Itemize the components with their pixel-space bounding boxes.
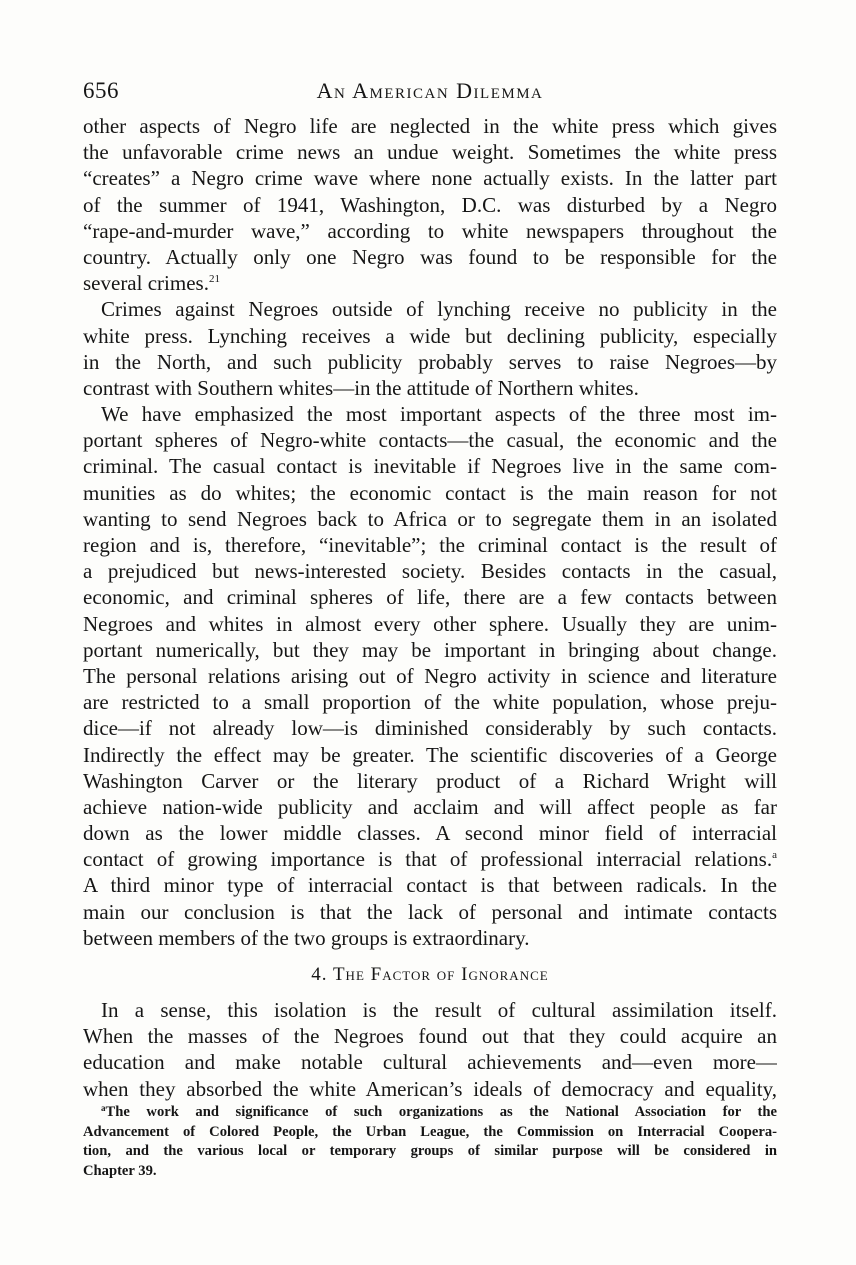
text-line: a prejudiced but news-interested society. Besides contacts in the casual, bbox=[83, 559, 777, 584]
text-line: munities as do whites; the economic contact is the main reason for not bbox=[83, 480, 777, 505]
text-line: “rape-and-murder wave,” according to white newspapers throughout the bbox=[83, 218, 777, 243]
footnote-text: The work and significance of such organizations as the National Association for the bbox=[105, 1104, 777, 1120]
footnote-line: Advancement of Colored People, the Urban League, the Commission on Interracial Coopera- bbox=[83, 1123, 777, 1140]
text-line: portant numerically, but they may be important in bringing about change. bbox=[83, 637, 777, 662]
text-line: “creates” a Negro crime wave where none actually exists. In the latter part bbox=[83, 166, 777, 191]
text-line: Indirectly the effect may be greater. The scientific discoveries of a George bbox=[83, 742, 777, 767]
text-line: criminal. The casual contact is inevitable if Negroes live in the same com- bbox=[83, 454, 777, 479]
text-line: A third minor type of interracial contact is that between radicals. In the bbox=[83, 873, 777, 898]
text-line: main our conclusion is that the lack of personal and intimate contacts bbox=[83, 899, 777, 924]
text-line: of the summer of 1941, Washington, D.C. was disturbed by a Negro bbox=[83, 192, 777, 217]
text-line: Washington Carver or the literary product of a Richard Wright will bbox=[83, 768, 777, 793]
text-line: wanting to send Negroes back to Africa or to segregate them in an isolated bbox=[83, 506, 777, 531]
text-line bbox=[83, 846, 777, 872]
footnote-reference: 21 bbox=[208, 273, 220, 286]
text-line: are restricted to a small proportion of the white population, whose preju- bbox=[83, 690, 777, 715]
text-line: the unfavorable crime news an undue weight. Sometimes the white press bbox=[83, 140, 777, 165]
footnote bbox=[83, 1103, 777, 1181]
footnote-line bbox=[83, 1103, 777, 1123]
text-line: Crimes against Negroes outside of lynching receive no publicity in the bbox=[101, 297, 777, 322]
text-line: between members of the two groups is extraordinary. bbox=[83, 925, 530, 950]
running-head: An American Dilemma bbox=[316, 78, 544, 103]
text-line: The personal relations arising out of Negro activity in science and literature bbox=[83, 663, 777, 688]
footnote-marker: a bbox=[101, 1103, 106, 1113]
text-line: white press. Lynching receives a wide but declining publicity, especially bbox=[83, 323, 777, 348]
text-line: when they absorbed the white American’s ideals of democracy and equality, bbox=[83, 1076, 777, 1101]
text-line: education and make notable cultural achievements and—even more— bbox=[83, 1050, 777, 1075]
text-line: economic, and criminal spheres of life, there are a few contacts between bbox=[83, 585, 777, 610]
text-line: dice—if not already low—is diminished considerably by such contacts. bbox=[83, 716, 777, 741]
footnote-reference: a bbox=[772, 849, 777, 862]
page-number: 656 bbox=[83, 78, 119, 103]
text-line: We have emphasized the most important aspects of the three most im- bbox=[101, 402, 777, 427]
page-header bbox=[83, 78, 777, 108]
text-line bbox=[83, 270, 777, 296]
text-line: down as the lower middle classes. A second minor field of interracial bbox=[83, 821, 777, 846]
text-line: country. Actually only one Negro was found to be responsible for the bbox=[83, 244, 777, 269]
text-line: in the North, and such publicity probably serves to raise Negroes—by bbox=[83, 349, 777, 374]
body-text bbox=[83, 113, 777, 1102]
text-line: region and is, therefore, “inevitable”; the criminal contact is the result of bbox=[83, 533, 777, 557]
text-line: portant spheres of Negro-white contacts—the casual, the economic and the bbox=[83, 428, 777, 453]
text-line: Negroes and whites in almost every other sphere. Usually they are unim- bbox=[83, 611, 777, 636]
section-heading: 4. The Factor of Ignorance bbox=[311, 964, 549, 985]
footnote-line: tion, and the various local or temporary groups of similar purpose will be considered in bbox=[83, 1143, 777, 1159]
footnote-line: Chapter 39. bbox=[83, 1162, 157, 1179]
line-text: contact of growing importance is that of professional interracial relations. bbox=[83, 847, 773, 872]
text-line: contrast with Southern whites—in the attitude of Northern whites. bbox=[83, 375, 639, 400]
text-line: In a sense, this isolation is the result of cultural assimilation itself. bbox=[101, 998, 777, 1022]
text-line: achieve nation-wide publicity and acclaim and will affect people as far bbox=[83, 794, 777, 819]
text-line: other aspects of Negro life are neglected in the white press which gives bbox=[83, 114, 777, 138]
text-line: When the masses of the Negroes found out that they could acquire an bbox=[83, 1024, 777, 1049]
line-text: several crimes. bbox=[83, 271, 209, 296]
